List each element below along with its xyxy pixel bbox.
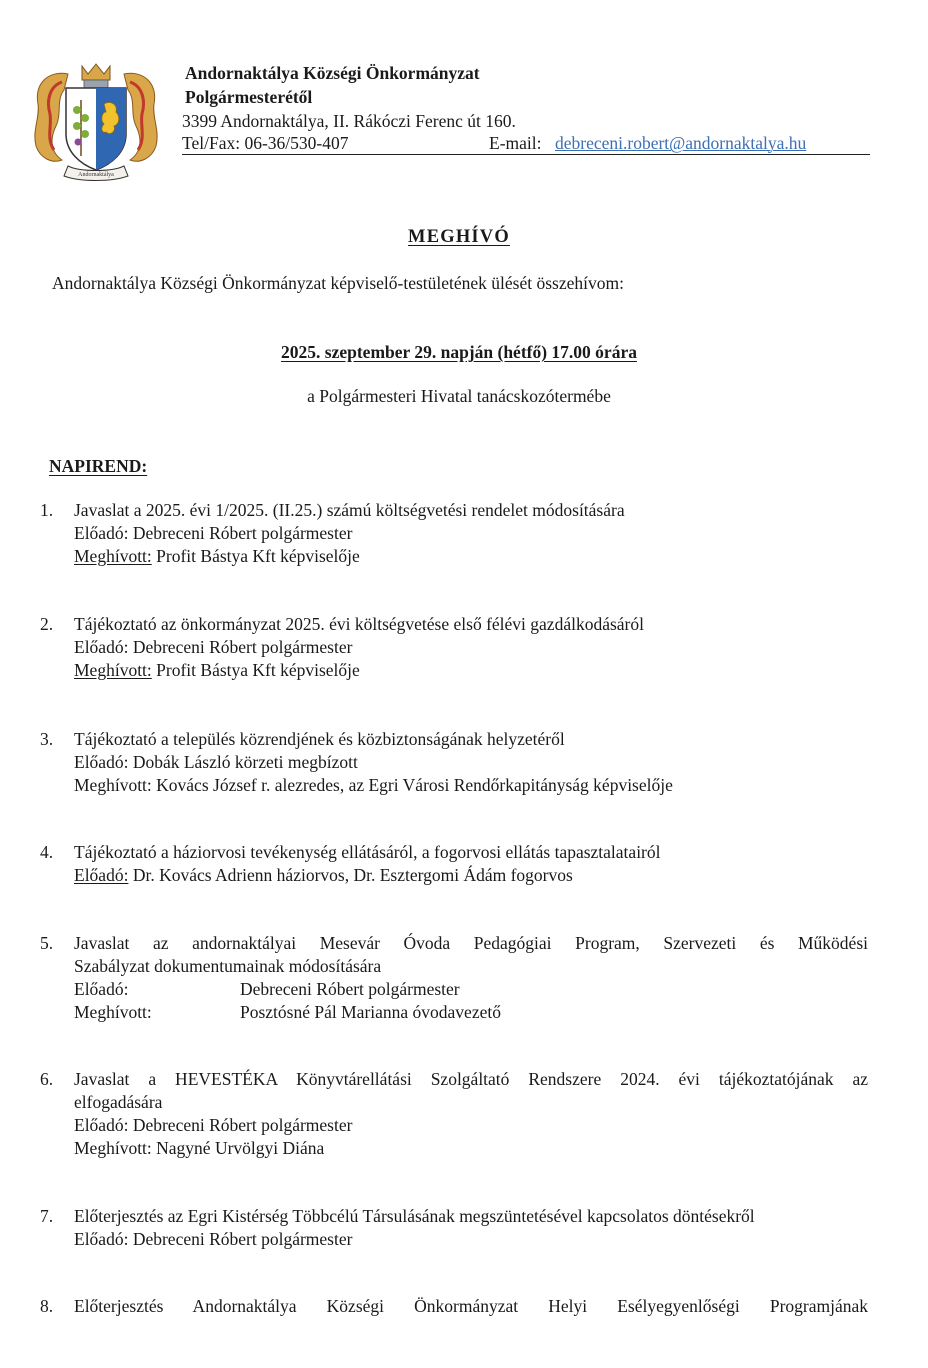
item-presenter [74, 523, 352, 544]
sender-line: Polgármesterétől [185, 87, 313, 107]
invited-name: Profit Bástya Kft képviselője [156, 546, 360, 566]
item-presenter [74, 752, 358, 773]
letterhead-divider [182, 154, 870, 155]
coat-of-arms-icon [28, 60, 164, 184]
item-number: 8. [40, 1296, 54, 1316]
item-number: 6. [40, 1069, 54, 1089]
item-invited [74, 660, 360, 681]
item-title: Tájékoztató a település közrendjének és közbiztonságának helyzetéről [74, 729, 565, 749]
presenter-label: Előadó: [74, 523, 129, 543]
item-title-line-1: Javaslat a HEVESTÉKA Könyvtárellátási Szolgáltató Rendszere 2024. évi tájékoztatójának az [74, 1069, 868, 1089]
meeting-venue: a Polgármesteri Hivatal tanácskozótermébe [307, 386, 611, 406]
item-invited [74, 546, 360, 567]
intro-text: Andornaktálya Községi Önkormányzat képviselő-testületének ülését összehívom: [52, 273, 624, 293]
presenter-name: Dr. Kovács Adrienn háziorvos, Dr. Esztergomi Ádám fogorvos [132, 865, 573, 885]
invited-name: Posztósné Pál Marianna óvodavezető [240, 1002, 501, 1022]
address-line: 3399 Andornaktálya, II. Rákóczi Ferenc út 160. [182, 111, 516, 131]
item-number: 1. [40, 500, 54, 520]
presenter-label: Előadó: [74, 979, 129, 999]
invited-name: Profit Bástya Kft képviselője [156, 660, 360, 680]
item-presenter [74, 1229, 352, 1250]
presenter-label: Előadó: [74, 637, 129, 657]
item-presenter [74, 865, 573, 886]
item-number: 3. [40, 729, 54, 749]
item-title: Előterjesztés az Egri Kistérség Többcélú Társulásának megszüntetésével kapcsolatos döntésekről [74, 1206, 755, 1226]
presenter-name: Dobák László körzeti megbízott [132, 752, 358, 772]
item-number: 2. [40, 614, 54, 634]
presenter-label: Előadó: [74, 865, 129, 885]
presenter-name: Debreceni Róbert polgármester [132, 637, 353, 657]
presenter-name: Debreceni Róbert polgármester [132, 1115, 353, 1135]
document-title: MEGHÍVÓ [408, 227, 510, 247]
item-presenter [74, 1115, 352, 1136]
invited-label: Meghívott: [74, 1002, 152, 1022]
invited-name: Nagyné Urvölgyi Diána [156, 1138, 325, 1158]
item-title-line-1: Javaslat az andornaktályai Mesevár Óvoda Pedagógiai Program, Szervezeti és Működési [74, 933, 868, 953]
item-invited [74, 775, 673, 796]
presenter-label: Előadó: [74, 1115, 129, 1135]
item-number: 5. [40, 933, 54, 953]
presenter-label: Előadó: [74, 1229, 129, 1249]
invited-label: Meghívott: [74, 546, 152, 566]
email-label: E-mail: [489, 133, 542, 153]
item-title-line-2: Szabályzat dokumentumainak módosítására [74, 956, 382, 976]
presenter-name: Debreceni Róbert polgármester [132, 523, 353, 543]
invited-label: Meghívott: [74, 1138, 152, 1158]
item-presenter [74, 637, 352, 658]
email-link[interactable]: debreceni.robert@andornaktalya.hu [555, 133, 807, 153]
presenter-name: Debreceni Róbert polgármester [132, 1229, 353, 1249]
item-number: 7. [40, 1206, 54, 1226]
invited-name: Kovács József r. alezredes, az Egri Városi Rendőrkapitányság képviselője [156, 775, 673, 795]
organization-name: Andornaktálya Községi Önkormányzat [185, 63, 480, 83]
item-title: Tájékoztató az önkormányzat 2025. évi költségvetése első félévi gazdálkodásáról [74, 614, 644, 634]
presenter-label: Előadó: [74, 752, 129, 772]
item-title: Javaslat a 2025. évi 1/2025. (II.25.) számú költségvetési rendelet módosítására [74, 500, 625, 520]
telfax-line: Tel/Fax: 06-36/530-407 [182, 133, 349, 153]
item-title: Tájékoztató a háziorvosi tevékenység ellátásáról, a fogorvosi ellátás tapasztalatairól [74, 842, 661, 862]
meeting-datetime: 2025. szeptember 29. napján (hétfő) 17.00 órára [281, 342, 637, 362]
crest-ribbon-text: Andornaktálya [78, 172, 114, 178]
item-title-line-2: elfogadására [74, 1092, 163, 1112]
agenda-heading: NAPIREND: [49, 456, 148, 476]
item-number: 4. [40, 842, 54, 862]
invited-label: Meghívott: [74, 660, 152, 680]
invited-label: Meghívott: [74, 775, 152, 795]
item-title-line-1: Előterjesztés Andornaktálya Községi Önkormányzat Helyi Esélyegyenlőségi Programjának [74, 1296, 868, 1316]
presenter-name: Debreceni Róbert polgármester [240, 979, 460, 999]
item-invited [74, 1138, 324, 1159]
